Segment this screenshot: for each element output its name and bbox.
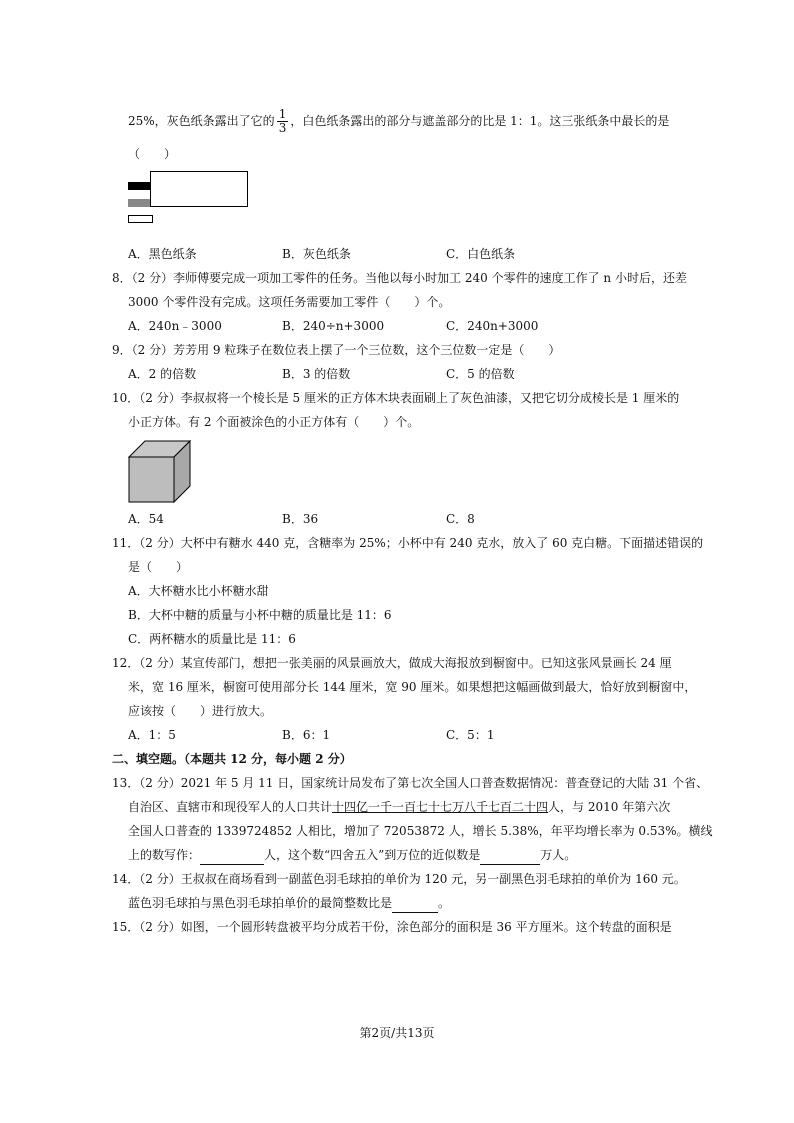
- section-heading: 二、填空题。（本题共 12 分，每小题 2 分）: [112, 752, 352, 766]
- q7-option-a: A．黑色纸条: [128, 247, 197, 261]
- q10-line1: 10．（2 分）李叔叔将一个棱长是 5 厘米的正方体木块表面刷上了灰色油漆，又把它切分成棱长是 1 厘米的: [112, 391, 680, 405]
- q10-option-c: C．8: [446, 512, 475, 526]
- page-footer: 第2页/共13页: [359, 1026, 435, 1040]
- q11-option-c: C．两杯糖水的质量比是 11：6: [128, 632, 296, 646]
- q12-option-a: A．1：5: [128, 728, 176, 742]
- q10-option-a: A．54: [128, 512, 164, 526]
- q12-line1: 12．（2 分）某宣传部门，想把一张美丽的风景画放大，做成大海报放到橱窗中。已知这张风景画长 24 厘: [112, 656, 672, 670]
- q7-line1-b: ，白色纸条露出的部分与遮盖部分的比是 1：1。这三张纸条中最长的是: [290, 114, 670, 128]
- q14-line1: 14．（2 分）王叔叔在商场看到一副蓝色羽毛球拍的单价为 120 元，另一副黑色羽毛球拍的单价为 160 元。: [112, 872, 686, 886]
- q7-option-b: B．灰色纸条: [282, 247, 351, 261]
- q13-line2: 自治区、直辖市和现役军人的人口共计十四亿一千一百七十七万八千七百二十四人，与 2010 年第六次: [128, 800, 671, 814]
- q12-option-b: B．6：1: [282, 728, 331, 742]
- q7-option-c: C．白色纸条: [446, 247, 516, 261]
- q9-option-a: A．2 的倍数: [128, 367, 197, 381]
- q9-option-b: B．3 的倍数: [282, 367, 351, 381]
- answer-blank-3[interactable]: [392, 894, 438, 913]
- q8-line1: 8．（2 分）李师傅要完成一项加工零件的任务。当他以每小时加工 240 个零件的速度工作了 n 小时后，还差: [112, 271, 687, 285]
- gray-cube-figure: [126, 438, 194, 504]
- q11-line2: 是（ ）: [128, 560, 189, 574]
- answer-blank-2[interactable]: [480, 846, 540, 865]
- q7-line1-a: 25%，灰色纸条露出了它的: [128, 114, 275, 128]
- q8-line2: 3000 个零件没有完成。这项任务需要加工零件（ ）个。: [128, 295, 451, 309]
- q13-line1: 13．（2 分）2021 年 5 月 11 日，国家统计局发布了第七次全国人口普查数据情况：普查登记的大陆 31 个省、: [112, 776, 709, 790]
- q13-line4: 上的数写作： 人，这个数“四舍五入”到万位的近似数是 万人。: [128, 846, 576, 865]
- white-strip-figure: [126, 208, 156, 224]
- q8-option-b: B．240÷n+3000: [282, 319, 385, 333]
- q7-line2: （ ）: [128, 147, 177, 161]
- q8-option-a: A．240n﹣3000: [128, 319, 222, 333]
- paper-strips-figure: [126, 169, 252, 209]
- cover-box: [151, 172, 248, 207]
- q12-line2: 米，宽 16 厘米，橱窗可使用部分长 144 厘米，宽 90 厘米。如果想把这幅画做到最大，恰好放到橱窗中，: [128, 680, 697, 694]
- q8-option-c: C．240n+3000: [446, 319, 539, 333]
- q12-line3: 应该按（ ）进行放大。: [128, 704, 273, 718]
- q13-line3: 全国人口普查的 1339724852 人相比，增加了 72053872 人，增长 5.38%，年平均增长率为 0.53%。横线: [128, 824, 713, 838]
- q11-option-a: A．大杯糖水比小杯糖水甜: [128, 584, 269, 598]
- q11-option-b: B．大杯中糖的质量与小杯中糖的质量比是 11：6: [128, 608, 392, 622]
- q9-option-c: C．5 的倍数: [446, 367, 515, 381]
- answer-blank-1[interactable]: [200, 846, 264, 865]
- q9-line1: 9．（2 分）芳芳用 9 粒珠子在数位表上摆了一个三位数，这个三位数一定是（ ）: [112, 343, 561, 357]
- q10-option-b: B．36: [282, 512, 319, 526]
- q15-line1: 15．（2 分）如图，一个圆形转盘被平均分成若干份，涂色部分的面积是 36 平方厘米。这个转盘的面积是: [112, 920, 672, 934]
- q7-line1: [128, 108, 669, 135]
- q12-option-c: C．5：1: [446, 728, 495, 742]
- q14-line2: 蓝色羽毛球拍与黑色羽毛球拍单价的最简整数比是 。: [128, 894, 450, 913]
- q7-fraction: $\frac{1}{3}$: [278, 107, 287, 135]
- cube-front-face: [129, 457, 174, 502]
- q10-line2: 小正方体。有 2 个面被涂色的小正方体有（ ）个。: [128, 415, 420, 429]
- q11-line1: 11．（2 分）大杯中有糖水 440 克，含糖率为 25%；小杯中有 240 克水，放入了 60 克白糖。下面描述错误的: [112, 536, 704, 550]
- underlined-number: 十四亿一千一百七十七万八千七百二十四: [332, 800, 549, 814]
